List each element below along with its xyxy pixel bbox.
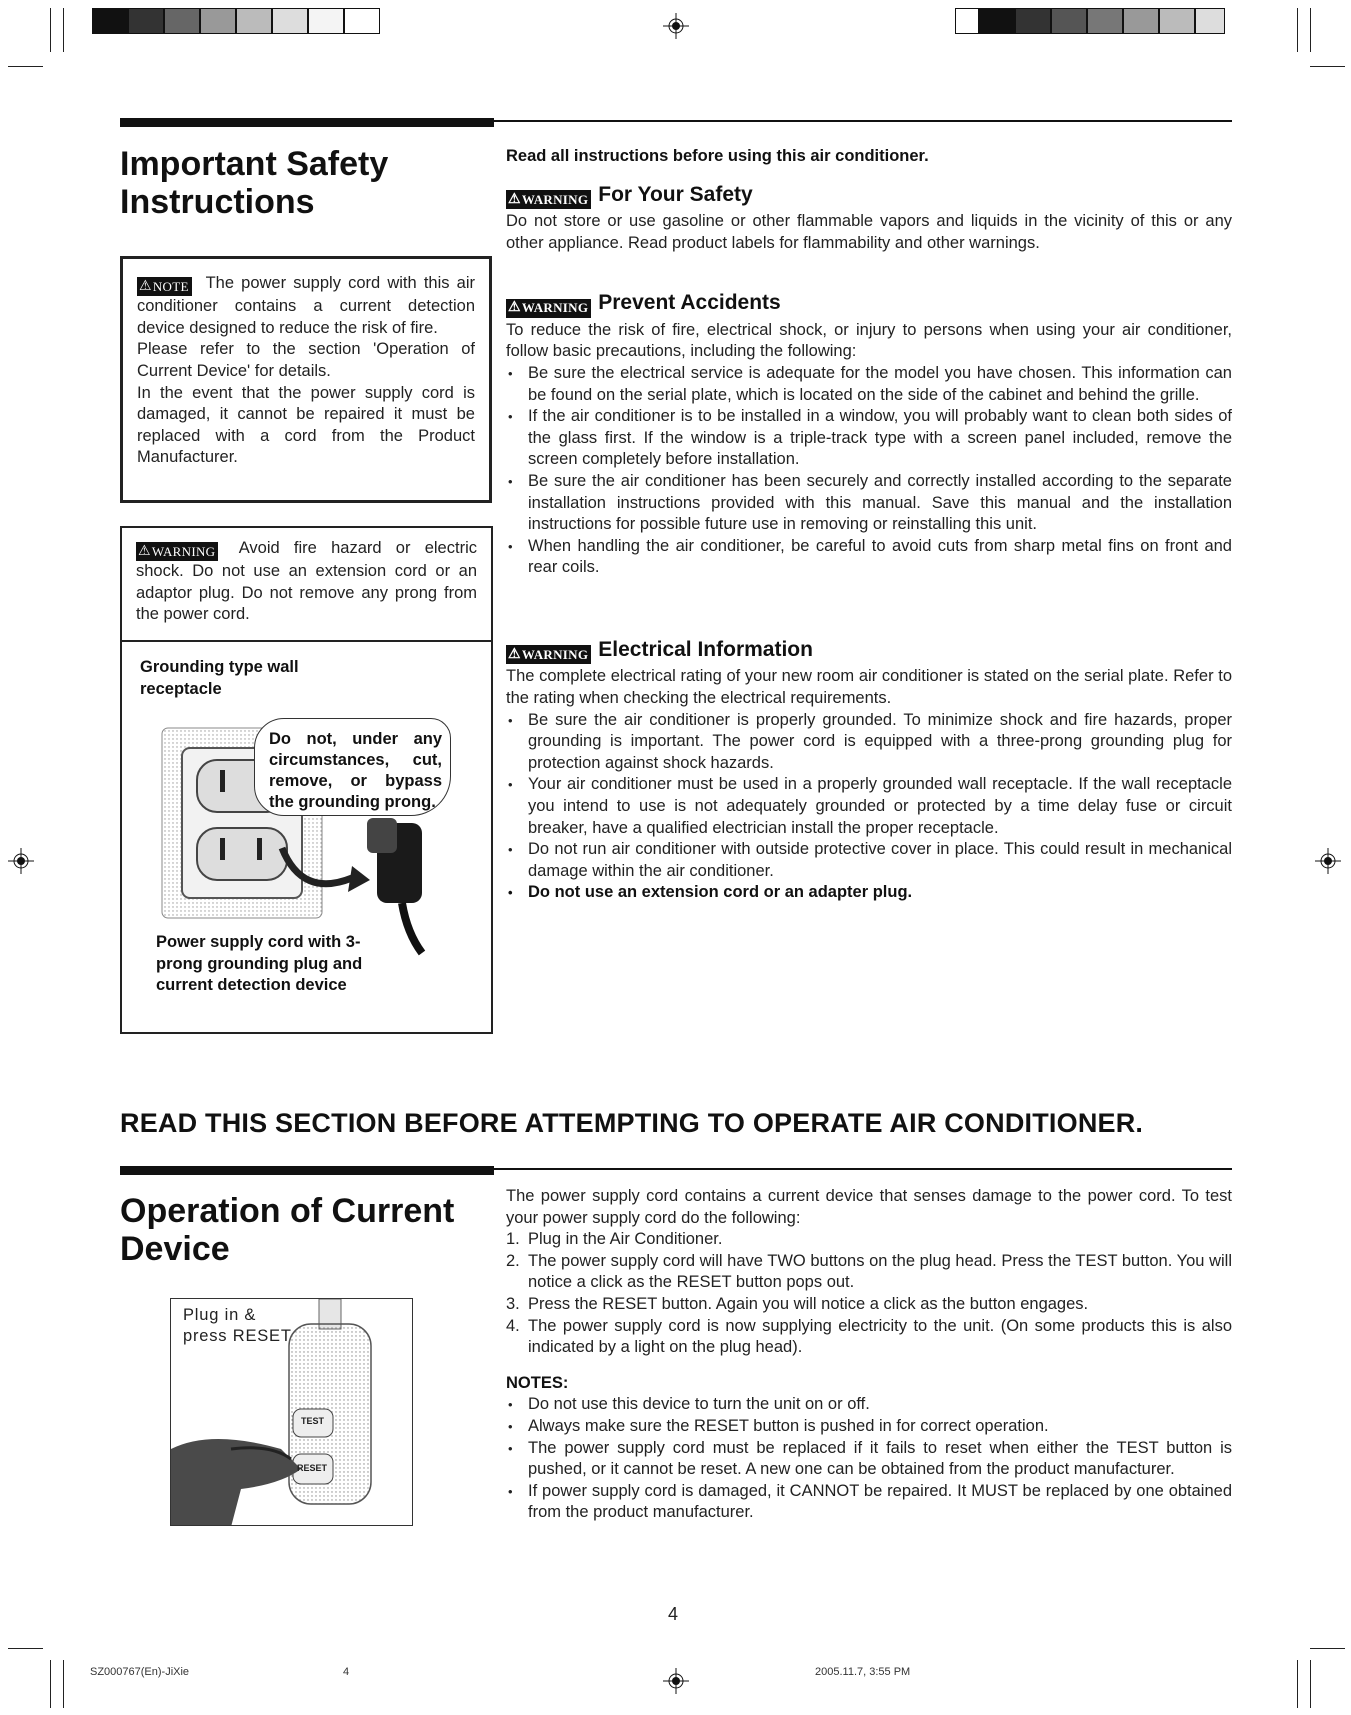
test-button-label: TEST bbox=[301, 1416, 325, 1426]
figure-callout: Do not, under any circumstances, cut, remove, or bypass the grounding prong. bbox=[269, 730, 442, 811]
prevent-accidents-section bbox=[506, 290, 1232, 579]
warning-triangle-icon: ⚠ bbox=[508, 191, 521, 207]
reset-button-label: RESET bbox=[297, 1463, 328, 1473]
warning-triangle-icon: ⚠ bbox=[508, 646, 521, 662]
figure-label-cord: Power supply cord with 3-prong grounding plug and current detection device bbox=[156, 933, 363, 995]
warning-badge: ⚠ WARNING bbox=[506, 645, 591, 664]
list-item: • When handling the air conditioner, be careful to avoid cuts from sharp metal fins on front and rear coils. bbox=[506, 536, 1232, 579]
registration-mark-right-icon bbox=[1315, 848, 1341, 874]
list-item: • Be sure the air conditioner has been securely and correctly installed according to the separate installation instructions provided with this manual. Save this manual and the installation instructions for possible future use in removing or reinstalling this unit. bbox=[506, 471, 1232, 536]
step-item: 4. The power supply cord is now supplying electricity to the unit. (On some products this is also indicated by a light on the plug head). bbox=[506, 1316, 1232, 1357]
warning-badge: ⚠ WARNING bbox=[136, 542, 218, 561]
list-item: • Be sure the air conditioner is properly grounded. To minimize shock and fire hazards, proper grounding is important. The power cord is equipped with a three-prong grounding plug for protection against shock hazards. bbox=[506, 710, 1232, 775]
color-bar-right bbox=[955, 8, 1225, 34]
step-item: 1. Plug in the Air Conditioner. bbox=[506, 1230, 723, 1249]
operation-intro: The power supply cord contains a current device that senses damage to the power cord. To test your power supply cord do the following: bbox=[506, 1187, 1232, 1227]
footer-right: 2005.11.7, 3:55 PM bbox=[815, 1666, 911, 1678]
operation-column bbox=[506, 1186, 1232, 1524]
warning-box bbox=[120, 526, 493, 1034]
section-rule-thin bbox=[494, 120, 1232, 122]
prevent-accidents-heading: ⚠ WARNING Prevent Accidents bbox=[506, 290, 1232, 318]
list-item: • Do not run air conditioner with outside protective cover in place. This could result in mechanical damage within the air conditioner. bbox=[506, 839, 1232, 882]
list-item: • Do not use this device to turn the unit on or off. bbox=[506, 1394, 1232, 1416]
callout-bubble bbox=[254, 718, 451, 816]
footer-mid: 4 bbox=[343, 1666, 350, 1678]
warning-triangle-icon: ⚠ bbox=[139, 279, 152, 294]
electrical-intro: The complete electrical rating of your new room air conditioner is stated on the serial plate. Refer to the rating when checking the electrical requirements. bbox=[506, 667, 1232, 707]
list-item: • If the air conditioner is to be installed in a window, you will probably want to clean both sides of the glass first. If the window is a triple-track type with a screen panel included, remove the screen completely before installation. bbox=[506, 406, 1232, 471]
list-item: • The power supply cord must be replaced if it fails to reset when either the TEST button is pushed, or it cannot be reset. A new one can be obtained from the product manufacturer. bbox=[506, 1438, 1232, 1481]
list-item: • Always make sure the RESET button is pushed in for correct operation. bbox=[506, 1416, 1232, 1438]
electrical-list bbox=[506, 710, 1232, 904]
note-text: ⚠ NOTE The power supply cord with this air conditioner contains a current detection device designed to reduce the risk of fire. bbox=[137, 274, 475, 337]
prevent-accidents-list bbox=[506, 363, 1232, 579]
notes-heading: NOTES: bbox=[506, 1373, 569, 1392]
list-item-bold: • Do not use an extension cord or an adapter plug. bbox=[506, 882, 1232, 904]
color-bar-left bbox=[92, 8, 380, 34]
section-rule-thick bbox=[120, 1166, 494, 1175]
for-your-safety-heading: ⚠ WARNING For Your Safety bbox=[506, 182, 1232, 210]
registration-mark-top-icon bbox=[663, 13, 689, 39]
page-title: Important Safety Instructions bbox=[120, 145, 389, 221]
warning-badge: ⚠ WARNING bbox=[506, 299, 591, 318]
warning-box-text: ⚠ WARNING Avoid fire hazard or electric shock. Do not use an extension cord or an adaptor plug. Do not remove any prong from the power cord. bbox=[136, 539, 477, 624]
for-your-safety-text: Do not store or use gasoline or other flammable vapors and liquids in the vicinity of this or any other appliance. Read product labels for flammability and other warnings. bbox=[506, 212, 1232, 252]
note-badge: ⚠ NOTE bbox=[137, 277, 192, 296]
section-rule-thick bbox=[120, 118, 494, 127]
warning-triangle-icon: ⚠ bbox=[138, 544, 151, 559]
plug-figure-caption: Plug in & press RESET bbox=[183, 1306, 292, 1345]
plug-figure bbox=[170, 1298, 413, 1526]
intro-text: Read all instructions before using this air conditioner. bbox=[506, 147, 929, 165]
electrical-section bbox=[506, 637, 1232, 904]
electrical-heading: ⚠ WARNING Electrical Information bbox=[506, 637, 1232, 665]
for-your-safety-section bbox=[506, 182, 1232, 255]
step-item: 3. Press the RESET button. Again you will notice a click as the button engages. bbox=[506, 1294, 1089, 1313]
operation-title: Operation of Current Device bbox=[120, 1192, 455, 1268]
operate-banner: READ THIS SECTION BEFORE ATTEMPTING TO OPERATE AIR CONDITIONER. bbox=[120, 1108, 1144, 1138]
warning-triangle-icon: ⚠ bbox=[508, 300, 521, 316]
notes-list bbox=[506, 1394, 1232, 1524]
registration-mark-bottom-icon bbox=[663, 1668, 689, 1694]
operation-steps bbox=[506, 1229, 1232, 1359]
prevent-accidents-intro: To reduce the risk of fire, electrical shock, or injury to persons when using your air conditioner, follow basic precautions, including the following: bbox=[506, 320, 1232, 361]
figure-label-receptacle: Grounding type wall receptacle bbox=[140, 658, 299, 698]
page-number: 4 bbox=[668, 1604, 679, 1624]
list-item: • Your air conditioner must be used in a properly grounded wall receptacle. If the wall receptacle you intend to use is not adequately grounded or protected by a time delay fuse or circuit breaker, have a qualified electrician install the proper receptacle. bbox=[506, 774, 1232, 839]
step-item: 2. The power supply cord will have TWO buttons on the plug head. Press the TEST button. You will notice a click as the RESET button pops out. bbox=[506, 1251, 1232, 1292]
right-column bbox=[506, 146, 1232, 904]
footer-left: SZ000767(En)-JiXie bbox=[90, 1666, 190, 1678]
registration-mark-left-icon bbox=[8, 848, 34, 874]
note-text-3: In the event that the power supply cord is damaged, it cannot be repaired it must be replaced with a cord from the Product Manufacturer. bbox=[137, 383, 475, 467]
list-item: • Be sure the electrical service is adequate for the model you have chosen. This information can be found on the serial plate, which is located on the side of the cabinet and behind the grille. bbox=[506, 363, 1232, 406]
note-text-2: Please refer to the section 'Operation of Current Device' for details. bbox=[137, 340, 475, 381]
list-item: • If power supply cord is damaged, it CANNOT be repaired. It MUST be replaced by one obtained from the product manufacturer. bbox=[506, 1481, 1232, 1524]
section-rule-thin bbox=[494, 1168, 1232, 1170]
warning-badge: ⚠ WARNING bbox=[506, 190, 591, 209]
note-box bbox=[120, 256, 492, 503]
